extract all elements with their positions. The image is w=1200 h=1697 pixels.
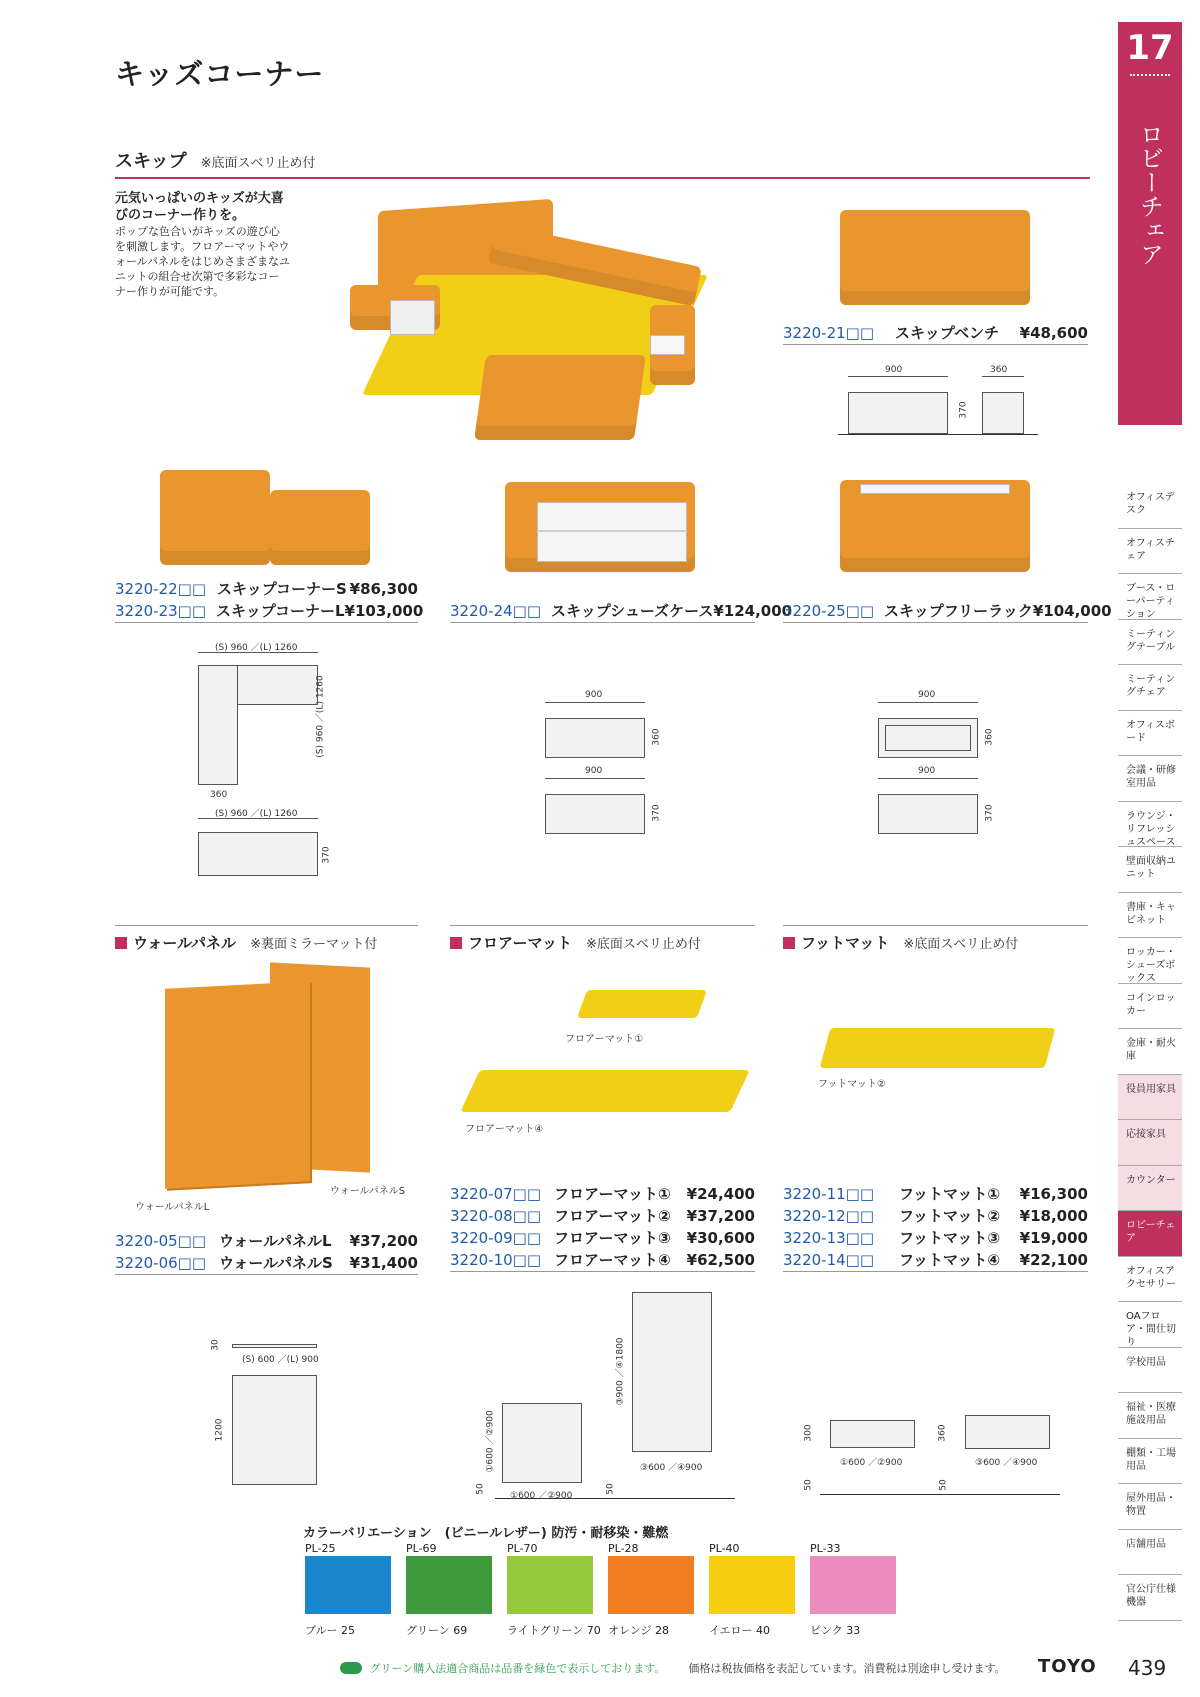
product-code: 3220-23□□ xyxy=(115,602,207,620)
wall-product xyxy=(115,1230,418,1275)
floormat-label-1: フロアーマット① xyxy=(565,1034,644,1045)
side-nav-item[interactable]: 官公庁仕様機器 xyxy=(1118,1575,1182,1621)
shoecase-dim-d: 360 xyxy=(651,728,662,746)
color-swatch xyxy=(608,1556,694,1614)
product-name: スキップコーナーS xyxy=(217,580,347,598)
product-price: ¥30,600 xyxy=(686,1229,755,1247)
product-name: フットマット③ xyxy=(899,1229,1001,1247)
color-swatch xyxy=(709,1556,795,1614)
product-price: ¥22,100 xyxy=(1019,1251,1088,1269)
wall-dim-t: 30 xyxy=(210,1339,221,1351)
side-nav-item[interactable]: 学校用品 xyxy=(1118,1348,1182,1394)
side-nav-item[interactable]: 棚類・工場用品 xyxy=(1118,1439,1182,1485)
wall-row-s xyxy=(115,1252,418,1274)
freerack-front-drawing xyxy=(878,794,978,834)
product-code: 3220-14□□ xyxy=(783,1251,875,1269)
product-code: 3220-09□□ xyxy=(450,1229,542,1247)
product-code: 3220-12□□ xyxy=(783,1207,875,1225)
corner-row-l xyxy=(115,600,424,622)
product-price: ¥103,000 xyxy=(344,602,424,620)
product-code: 3220-07□□ xyxy=(450,1185,542,1203)
product-code: 3220-21□□ xyxy=(783,324,875,342)
shoecase-row xyxy=(450,600,793,622)
product-name: フロアーマット② xyxy=(554,1207,671,1225)
floormat-1-image xyxy=(577,990,707,1018)
side-nav-item[interactable]: ブース・ローパーティション xyxy=(1118,574,1182,620)
corner-row-s xyxy=(115,578,418,600)
floormat-section-header xyxy=(450,925,755,957)
side-nav-item[interactable]: 店舗用品 xyxy=(1118,1530,1182,1576)
freerack-dim-d: 360 xyxy=(984,728,995,746)
swatch-name: オレンジ 28 xyxy=(608,1624,669,1637)
bench-product xyxy=(783,322,1088,345)
product-price: ¥104,000 xyxy=(1032,602,1112,620)
corner-dim-360: 360 xyxy=(210,790,228,800)
side-nav-item[interactable]: 屋外用品・物置 xyxy=(1118,1484,1182,1530)
product-price: ¥48,600 xyxy=(1019,324,1088,342)
kids-corner-image xyxy=(350,205,750,445)
side-nav-item[interactable]: 壁面収納ユニット xyxy=(1118,847,1182,893)
freerack-product xyxy=(783,600,1112,623)
footmat-title: フットマット xyxy=(801,934,890,952)
floormat-note: ※底面スベリ止め付 xyxy=(585,937,701,952)
swatch-code: PL-70 xyxy=(507,1542,538,1555)
product-price: ¥18,000 xyxy=(1019,1207,1088,1225)
side-nav-item[interactable]: オフィスボード xyxy=(1118,711,1182,757)
side-nav-item[interactable]: 会議・研修室用品 xyxy=(1118,756,1182,802)
wall-label-s: ウォールパネルS xyxy=(330,1186,406,1197)
bench-row xyxy=(783,322,1088,344)
footmat-dim-50a: 50 xyxy=(803,1479,814,1491)
footmat-2-image xyxy=(820,1028,1056,1068)
side-nav-item[interactable]: オフィスデスク xyxy=(1118,483,1182,529)
footmat-dim-b-h: 360 xyxy=(937,1424,948,1442)
swatch-name: イエロー 40 xyxy=(709,1624,771,1637)
product-name: ウォールパネルS xyxy=(219,1254,333,1272)
side-nav-item[interactable]: 応接家具 xyxy=(1118,1120,1182,1166)
shoecase-product xyxy=(450,600,793,623)
wall-dim-h: 1200 xyxy=(214,1418,225,1442)
wall-note: ※裏面ミラーマット付 xyxy=(250,937,378,952)
swatch-code: PL-25 xyxy=(305,1542,336,1555)
footmat-section-header xyxy=(783,925,1088,957)
product-name: フットマット① xyxy=(899,1185,1001,1203)
footmat-dim-a-h: 300 xyxy=(803,1424,814,1442)
floormat-dim-b: ③900 ／④1800 xyxy=(615,1337,626,1406)
shoecase-front-drawing xyxy=(545,794,645,834)
product-code: 3220-13□□ xyxy=(783,1229,875,1247)
color-variation-title: カラーバリエーション (ビニールレザー) 防汚・耐移染・難燃 xyxy=(303,1526,669,1541)
page-title: キッズコーナー xyxy=(115,57,325,91)
product-price: ¥19,000 xyxy=(1019,1229,1088,1247)
side-nav-item[interactable]: ラウンジ・リフレッシュスペース xyxy=(1118,802,1182,848)
freerack-image xyxy=(840,480,1030,572)
freerack-dim-w2: 900 xyxy=(918,766,936,776)
floormat-dim-a: ①600 ／②900 xyxy=(485,1410,496,1473)
swatch-code: PL-33 xyxy=(810,1542,841,1555)
floormat-row-4 xyxy=(450,1249,755,1271)
skip-section-header xyxy=(115,147,1090,179)
floormat-row-2 xyxy=(450,1205,755,1227)
product-code: 3220-08□□ xyxy=(450,1207,542,1225)
product-name: スキップシューズケース xyxy=(551,602,714,620)
wall-section-header xyxy=(115,925,418,957)
side-nav-item[interactable]: ミーティングテーブル xyxy=(1118,620,1182,666)
product-name: スキップベンチ xyxy=(895,324,1000,342)
floormat-title: フロアーマット xyxy=(468,934,572,952)
product-name: ウォールパネルL xyxy=(219,1232,332,1250)
side-nav-item[interactable]: コインロッカー xyxy=(1118,984,1182,1030)
side-nav-item[interactable]: ミーティングチェア xyxy=(1118,665,1182,711)
product-code: 3220-10□□ xyxy=(450,1251,542,1269)
floormat-product xyxy=(450,1183,755,1272)
freerack-dim-h: 370 xyxy=(984,804,995,822)
footmat-dim-b-w: ③600 ／④900 xyxy=(975,1458,1038,1468)
color-swatch xyxy=(507,1556,593,1614)
product-price: ¥16,300 xyxy=(1019,1185,1088,1203)
floormat-row-1 xyxy=(450,1183,755,1205)
product-price: ¥24,400 xyxy=(686,1185,755,1203)
footmat-product xyxy=(783,1183,1088,1272)
wall-label-l: ウォールパネルL xyxy=(135,1202,210,1213)
swatch-name: ライトグリーン 70 xyxy=(507,1624,601,1637)
product-price: ¥124,000 xyxy=(713,602,793,620)
floormat-dim-b-w: ③600 ／④900 xyxy=(640,1463,703,1473)
shoecase-dim-w2: 900 xyxy=(585,766,603,776)
swatch-name: ブルー 25 xyxy=(305,1624,356,1637)
chapter-tab[interactable] xyxy=(1118,22,1182,425)
chapter-label: ロビーチェア xyxy=(1135,122,1164,266)
color-swatch xyxy=(810,1556,896,1614)
product-name: スキップフリーラック xyxy=(884,602,1033,620)
footer-notes xyxy=(340,1660,1006,1676)
product-name: スキップコーナーL xyxy=(216,602,345,620)
corner-dim-370: 370 xyxy=(321,846,332,864)
bench-dim-height: 370 xyxy=(958,401,969,419)
corner-image xyxy=(160,470,375,565)
chapter-number: 17 xyxy=(1126,28,1174,68)
wall-panel-image xyxy=(165,965,380,1185)
side-nav-item[interactable]: 金庫・耐火庫 xyxy=(1118,1029,1182,1075)
product-name: フットマット② xyxy=(899,1207,1001,1225)
corner-product xyxy=(115,578,424,623)
shoecase-image xyxy=(505,482,695,572)
bench-side-drawing xyxy=(982,392,1024,434)
floormat-row-3 xyxy=(450,1227,755,1249)
tax-note: 価格は税抜価格を表記しています。消費税は別途申し受けます。 xyxy=(688,1662,1006,1675)
swatch-name: ピンク 33 xyxy=(810,1624,861,1637)
swatch-code: PL-40 xyxy=(709,1542,740,1555)
side-nav-item[interactable]: カウンター xyxy=(1118,1166,1182,1212)
product-price: ¥31,400 xyxy=(349,1254,418,1272)
floormat-dim-a-w: ①600 ／②900 xyxy=(510,1491,573,1501)
product-price: ¥86,300 xyxy=(349,580,418,598)
floormat-a-drawing xyxy=(502,1403,582,1483)
bench-dim-width: 900 xyxy=(885,365,903,375)
floormat-4-image xyxy=(460,1070,750,1112)
wall-row-l xyxy=(115,1230,418,1252)
green-leaf-icon xyxy=(340,1662,362,1674)
floormat-dim-50b: 50 xyxy=(605,1483,616,1495)
product-price: ¥62,500 xyxy=(686,1251,755,1269)
footmat-row-3 xyxy=(783,1227,1088,1249)
footmat-note: ※底面スベリ止め付 xyxy=(903,937,1019,952)
corner-dim-top: (S) 960 ／(L) 1260 xyxy=(215,643,298,653)
product-price: ¥37,200 xyxy=(349,1232,418,1250)
bench-image xyxy=(840,210,1030,305)
product-name: フロアーマット③ xyxy=(554,1229,671,1247)
page-number: 439 xyxy=(1128,1656,1167,1680)
product-code: 3220-11□□ xyxy=(783,1185,875,1203)
swatch-code: PL-28 xyxy=(608,1542,639,1555)
product-code: 3220-25□□ xyxy=(783,602,875,620)
footmat-row-2 xyxy=(783,1205,1088,1227)
skip-note: ※底面スベリ止め付 xyxy=(200,156,316,171)
side-nav-item[interactable]: ロビーチェア xyxy=(1118,1211,1182,1257)
wall-dim-w: (S) 600 ／(L) 900 xyxy=(242,1355,319,1365)
side-nav-item[interactable]: ロッカー・シューズボックス xyxy=(1118,938,1182,984)
side-nav-item[interactable]: 役員用家具 xyxy=(1118,1075,1182,1121)
side-nav-item[interactable]: 福祉・医療施設用品 xyxy=(1118,1393,1182,1439)
product-code: 3220-05□□ xyxy=(115,1232,207,1250)
floormat-label-4: フロアーマット④ xyxy=(465,1124,544,1135)
skip-intro-bold: 元気いっぱいのキッズが大喜びのコーナー作りを。 xyxy=(115,191,284,223)
freerack-plan-drawing xyxy=(878,718,978,758)
side-nav-item[interactable]: OAフロア・間仕切り xyxy=(1118,1302,1182,1348)
side-nav-item[interactable]: 書庫・キャビネット xyxy=(1118,893,1182,939)
footmat-a-drawing xyxy=(830,1420,915,1448)
color-swatch xyxy=(406,1556,492,1614)
corner-dim-side: (S) 960 ／(L) 1260 xyxy=(315,675,326,758)
footmat-dim-a-w: ①600 ／②900 xyxy=(840,1458,903,1468)
swatch-name: グリーン 69 xyxy=(406,1624,468,1637)
side-nav-item[interactable]: オフィスチェア xyxy=(1118,529,1182,575)
product-code: 3220-06□□ xyxy=(115,1254,207,1272)
product-code: 3220-22□□ xyxy=(115,580,207,598)
brand-logo: TOYO xyxy=(1038,1656,1097,1677)
side-nav-item[interactable]: オフィスアクセサリー xyxy=(1118,1257,1182,1303)
bench-front-drawing xyxy=(848,392,948,434)
product-name: フロアーマット① xyxy=(554,1185,671,1203)
product-name: フロアーマット④ xyxy=(554,1251,671,1269)
shoecase-dim-h: 370 xyxy=(651,804,662,822)
bench-dim-depth: 360 xyxy=(990,365,1008,375)
freerack-row xyxy=(783,600,1112,622)
green-purchase-note: グリーン購入法適合商品は品番を緑色で表示しております。 xyxy=(369,1662,666,1675)
freerack-dim-w: 900 xyxy=(918,690,936,700)
footmat-label-2: フットマット② xyxy=(818,1079,886,1090)
footmat-row-4 xyxy=(783,1249,1088,1271)
product-name: フットマット④ xyxy=(899,1251,1001,1269)
swatch-code: PL-69 xyxy=(406,1542,437,1555)
floormat-b-drawing xyxy=(632,1292,712,1452)
color-swatch xyxy=(305,1556,391,1614)
floormat-dim-50a: 50 xyxy=(475,1483,486,1495)
skip-intro xyxy=(115,190,290,299)
wall-title: ウォールパネル xyxy=(133,934,237,952)
corner-front-drawing xyxy=(198,832,318,876)
corner-plan-drawing xyxy=(198,665,318,785)
corner-dim-bottom: (S) 960 ／(L) 1260 xyxy=(215,809,298,819)
wall-drawing xyxy=(232,1375,317,1485)
footmat-b-drawing xyxy=(965,1415,1050,1449)
shoecase-dim-w: 900 xyxy=(585,690,603,700)
skip-title: スキップ xyxy=(115,151,187,172)
product-price: ¥37,200 xyxy=(686,1207,755,1225)
footmat-dim-50b: 50 xyxy=(938,1479,949,1491)
product-code: 3220-24□□ xyxy=(450,602,542,620)
shoecase-plan-drawing xyxy=(545,718,645,758)
footmat-row-1 xyxy=(783,1183,1088,1205)
skip-intro-text: ポップな色合いがキッズの遊び心を刺激します。フロアーマットやウォールパネルをはじめさまざまなユニットの組合せ次第で多彩なコーナー作りが可能です。 xyxy=(115,225,291,298)
